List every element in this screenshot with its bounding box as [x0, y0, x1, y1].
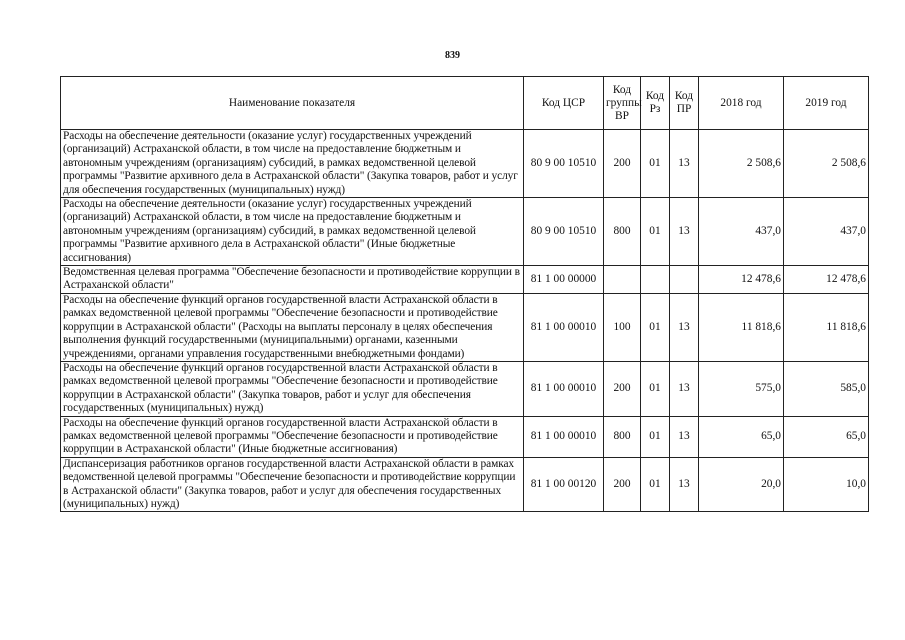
row-csr: 81 1 00 00010 [524, 293, 604, 361]
row-name: Ведомственная целевая программа "Обеспечение безопасности и противодействие коррупции в Астраханской области" [61, 266, 524, 294]
row-pr: 13 [670, 457, 699, 512]
row-vr: 200 [604, 130, 641, 198]
row-rz: 01 [641, 130, 670, 198]
row-vr: 200 [604, 457, 641, 512]
row-2018: 12 478,6 [699, 266, 784, 294]
row-2019: 12 478,6 [784, 266, 869, 294]
row-vr: 200 [604, 361, 641, 416]
header-vr-line: группы [606, 96, 642, 109]
row-pr: 13 [670, 198, 699, 266]
row-2018: 575,0 [699, 361, 784, 416]
row-pr: 13 [670, 416, 699, 457]
header-row [61, 77, 869, 130]
header-rz-line: Код [645, 90, 665, 102]
row-rz: 01 [641, 361, 670, 416]
row-2018: 20,0 [699, 457, 784, 512]
row-2018: 437,0 [699, 198, 784, 266]
row-2019: 11 818,6 [784, 293, 869, 361]
header-vr-line: Код [612, 83, 632, 96]
page-number: 839 [445, 50, 460, 61]
row-vr: 800 [604, 198, 641, 266]
header-vr [604, 77, 641, 130]
row-csr: 81 1 00 00010 [524, 361, 604, 416]
row-vr: 800 [604, 416, 641, 457]
row-vr: 100 [604, 293, 641, 361]
table-row [61, 416, 869, 457]
table-row [61, 198, 869, 266]
row-name: Расходы на обеспечение деятельности (оказание услуг) государственных учреждений (организаций) Астраханской области, в том числе на предоставление бюджетным и автономным учреждениям (организациям) субсидий, в рамках ведомственной целевой программы "Развитие архивного дела в Астраханской области" (Иные бюджетные ассигнования) [61, 198, 524, 266]
header-rz-line: Рз [649, 103, 661, 115]
row-csr: 80 9 00 10510 [524, 198, 604, 266]
row-pr: 13 [670, 361, 699, 416]
row-rz: 01 [641, 293, 670, 361]
row-rz: 01 [641, 198, 670, 266]
row-2019: 437,0 [784, 198, 869, 266]
row-2019: 10,0 [784, 457, 869, 512]
header-pr-line: ПР [676, 103, 692, 115]
row-2019: 65,0 [784, 416, 869, 457]
row-csr: 80 9 00 10510 [524, 130, 604, 198]
header-rz [641, 77, 670, 130]
row-rz: 01 [641, 416, 670, 457]
row-csr: 81 1 00 00000 [524, 266, 604, 294]
row-pr: 13 [670, 293, 699, 361]
row-2019: 585,0 [784, 361, 869, 416]
row-name: Расходы на обеспечение функций органов государственной власти Астраханской области в рамках ведомственной целевой программы "Обеспечение безопасности и противодействие коррупции в Астраханской области" (Иные бюджетные ассигнования) [61, 416, 524, 457]
row-name: Диспансеризация работников органов государственной власти Астраханской области в рамках ведомственной целевой программы "Обеспечение безопасности и противодействие коррупции в Астраханской области" (Закупка товаров, работ и услуг для обеспечения государственных (муниципальных) нужд) [61, 457, 524, 512]
header-pr-line: Код [674, 90, 694, 102]
row-pr [670, 266, 699, 294]
row-2018: 2 508,6 [699, 130, 784, 198]
table-row [61, 266, 869, 294]
budget-table [60, 76, 869, 512]
header-vr-line: ВР [615, 109, 629, 122]
table-row [61, 293, 869, 361]
row-name: Расходы на обеспечение деятельности (оказание услуг) государственных учреждений (организаций) Астраханской области, в том числе на предоставление бюджетным и автономным учреждениям (организациям) субсидий, в рамках ведомственной целевой программы "Развитие архивного дела в Астраханской области" (Закупка товаров, работ и услуг для обеспечения государственных (муниципальных) нужд) [61, 130, 524, 198]
header-2019: 2019 год [784, 77, 869, 130]
row-2019: 2 508,6 [784, 130, 869, 198]
row-name: Расходы на обеспечение функций органов государственной власти Астраханской области в рамках ведомственной целевой программы "Обеспечение безопасности и противодействие коррупции в Астраханской области" (Расходы на выплаты персоналу в целях обеспечения выполнения функций государственными (муниципальными) органами, казенными учреждениями, органами управления государственными внебюджетными фондами) [61, 293, 524, 361]
row-csr: 81 1 00 00010 [524, 416, 604, 457]
table-row [61, 130, 869, 198]
header-csr: Код ЦСР [524, 77, 604, 130]
table-row [61, 457, 869, 512]
header-2018: 2018 год [699, 77, 784, 130]
row-rz: 01 [641, 457, 670, 512]
row-rz [641, 266, 670, 294]
row-vr [604, 266, 641, 294]
row-name: Расходы на обеспечение функций органов государственной власти Астраханской области в рамках ведомственной целевой программы "Обеспечение безопасности и противодействие коррупции в Астраханской области" (Закупка товаров, работ и услуг для обеспечения государственных (муниципальных) нужд) [61, 361, 524, 416]
header-pr [670, 77, 699, 130]
row-2018: 65,0 [699, 416, 784, 457]
row-csr: 81 1 00 00120 [524, 457, 604, 512]
row-pr: 13 [670, 130, 699, 198]
header-name: Наименование показателя [61, 77, 524, 130]
table-row [61, 361, 869, 416]
row-2018: 11 818,6 [699, 293, 784, 361]
